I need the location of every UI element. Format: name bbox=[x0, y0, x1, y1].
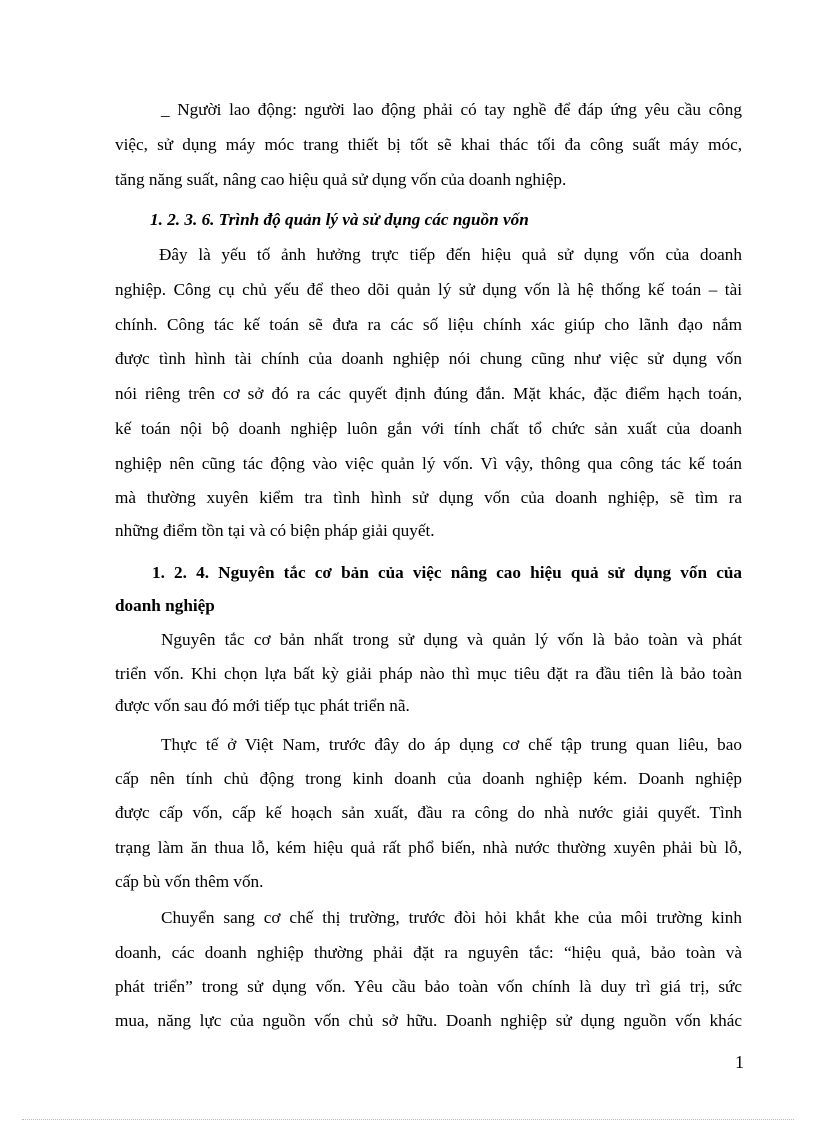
paragraph-vietnam-line: trạng làm ăn thua lỗ, kém hiệu quả rất phổ biến, nhà nước thường xuyên phải bù lỗ, bbox=[115, 838, 742, 857]
paragraph-market-line: doanh, các doanh nghiệp thường phải đặt ra nguyên tắc: “hiệu quả, bảo toàn và bbox=[115, 943, 742, 962]
paragraph-management-line: nghiệp nên cũng tác động vào việc quản lý vốn. Vì vậy, thông qua công tác kế toán bbox=[115, 454, 742, 473]
section-heading-1236: 1. 2. 3. 6. Trình độ quản lý và sử dụng các nguồn vốn bbox=[150, 210, 529, 229]
paragraph-management-line: những điểm tồn tại và có biện pháp giải quyết. bbox=[115, 521, 435, 540]
paragraph-vietnam-line: cấp nên tính chủ động trong kinh doanh của doanh nghiệp kém. Doanh nghiệp bbox=[115, 769, 742, 788]
paragraph-management-line: Đây là yếu tố ảnh hưởng trực tiếp đến hiệu quả sử dụng vốn của doanh bbox=[159, 245, 742, 264]
paragraph-management-line: mà thường xuyên kiểm tra tình hình sử dụng vốn của doanh nghiệp, sẽ tìm ra bbox=[115, 488, 742, 507]
page-number: 1 bbox=[735, 1052, 744, 1072]
paragraph-vietnam-line: Thực tế ở Việt Nam, trước đây do áp dụng cơ chế tập trung quan liêu, bao bbox=[161, 735, 742, 754]
paragraph-market-line: phát triển” trong sử dụng vốn. Yêu cầu bảo toàn vốn chính là duy trì giá trị, sức bbox=[115, 977, 742, 996]
paragraph-principle-line: được vốn sau đó mới tiếp tục phát triển nã. bbox=[115, 696, 410, 715]
paragraph-management-line: được tình hình tài chính của doanh nghiệp nói chung cũng như việc sử dụng vốn bbox=[115, 349, 742, 368]
paragraph-management-line: kế toán nội bộ doanh nghiệp luôn gắn với tính chất tổ chức sản xuất của doanh bbox=[115, 419, 742, 438]
paragraph-management-line: chính. Công tác kế toán sẽ đưa ra các số liệu chính xác giúp cho lãnh đạo nắm bbox=[115, 315, 742, 334]
paragraph-vietnam-line: cấp bù vốn thêm vốn. bbox=[115, 872, 264, 891]
section-heading-124: 1. 2. 4. Nguyên tắc cơ bản của việc nâng cao hiệu quả sử dụng vốn của bbox=[152, 563, 742, 582]
paragraph-principle-line: Nguyên tắc cơ bản nhất trong sử dụng và quản lý vốn là bảo toàn và phát bbox=[161, 630, 742, 649]
section-heading-124: doanh nghiệp bbox=[115, 596, 215, 615]
paragraph-management-line: nói riêng trên cơ sở đó ra các quyết định đúng đắn. Mặt khác, đặc điểm hạch toán, bbox=[115, 384, 742, 403]
paragraph-management-line: nghiệp. Công cụ chủ yếu để theo dõi quản lý sử dụng vốn là hệ thống kế toán – tài bbox=[115, 280, 742, 299]
paragraph-vietnam-line: được cấp vốn, cấp kế hoạch sản xuất, đầu ra công do nhà nước giải quyết. Tình bbox=[115, 803, 742, 822]
paragraph-principle-line: triển vốn. Khi chọn lựa bất kỳ giải pháp nào thì mục tiêu đặt ra đầu tiên là bảo toàn bbox=[115, 664, 742, 683]
page-boundary-line bbox=[22, 1119, 794, 1120]
paragraph-workers-line: việc, sử dụng máy móc trang thiết bị tốt sẽ khai thác tối đa công suất máy móc, bbox=[115, 135, 742, 154]
paragraph-market-line: mua, năng lực của nguồn vốn chủ sở hữu. Doanh nghiệp sử dụng nguồn vốn khác bbox=[115, 1011, 742, 1030]
paragraph-workers-line: _ Người lao động: người lao động phải có tay nghề để đáp ứng yêu cầu công bbox=[161, 100, 742, 119]
paragraph-market-line: Chuyển sang cơ chế thị trường, trước đòi hỏi khắt khe của môi trường kinh bbox=[161, 908, 742, 927]
paragraph-workers-line: tăng năng suất, nâng cao hiệu quả sử dụng vốn của doanh nghiệp. bbox=[115, 170, 567, 189]
